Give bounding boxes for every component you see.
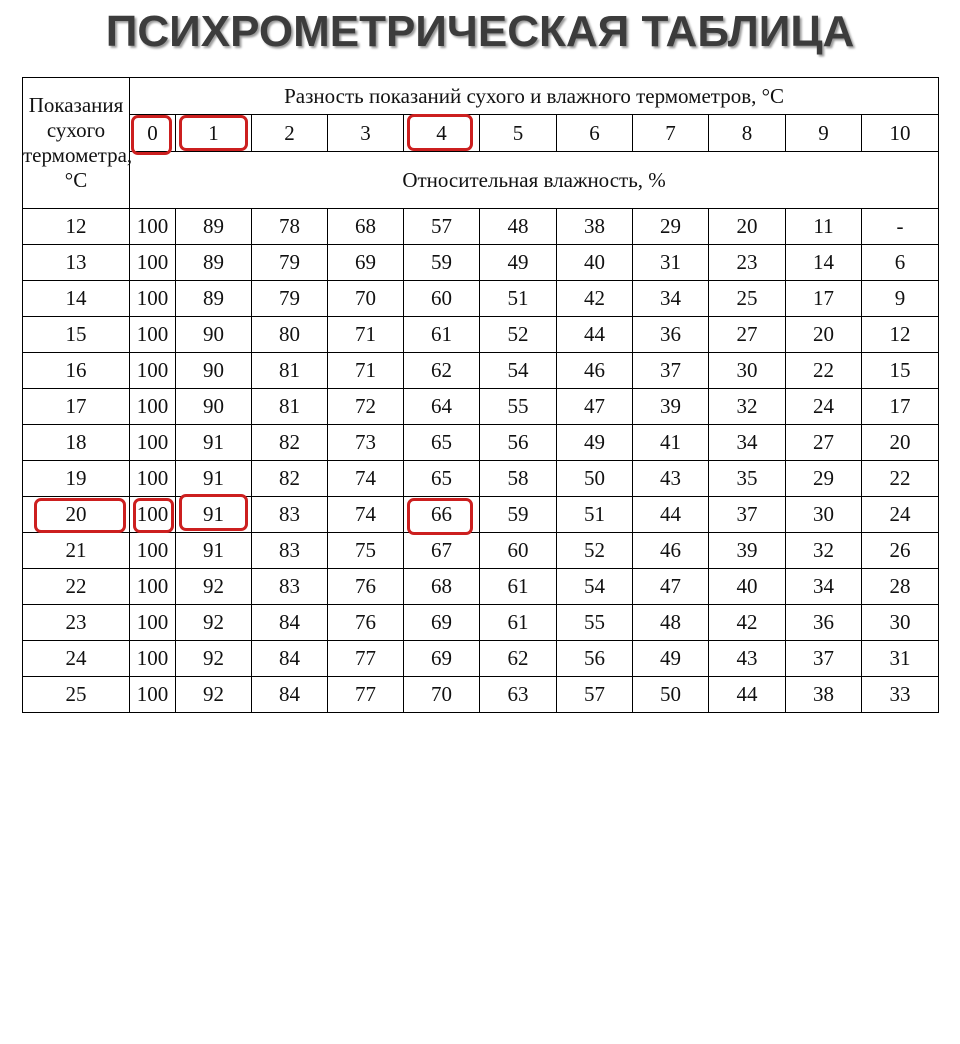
humidity-cell: 22: [786, 353, 862, 389]
humidity-cell: 100: [130, 569, 176, 605]
humidity-cell: 42: [709, 605, 786, 641]
humidity-cell: 61: [404, 317, 480, 353]
humidity-cell: 77: [328, 677, 404, 713]
difference-value-cell: 8: [709, 115, 786, 152]
humidity-cell: 65: [404, 461, 480, 497]
humidity-cell: 59: [480, 497, 557, 533]
humidity-cell: 78: [252, 209, 328, 245]
humidity-cell: 81: [252, 353, 328, 389]
humidity-cell: 57: [404, 209, 480, 245]
humidity-cell: 22: [862, 461, 939, 497]
humidity-cell: 68: [404, 569, 480, 605]
temperature-cell: 21: [23, 533, 130, 569]
humidity-cell: 49: [557, 425, 633, 461]
humidity-cell: 49: [480, 245, 557, 281]
humidity-cell: 34: [786, 569, 862, 605]
difference-value-cell: 2: [252, 115, 328, 152]
humidity-cell: 34: [709, 425, 786, 461]
humidity-cell: 46: [557, 353, 633, 389]
difference-value-cell: 1: [176, 115, 252, 152]
humidity-cell: 92: [176, 677, 252, 713]
humidity-cell: 69: [404, 605, 480, 641]
humidity-cell: 74: [328, 461, 404, 497]
table-row: [23, 209, 939, 245]
humidity-cell: 30: [709, 353, 786, 389]
table-row: [23, 317, 939, 353]
humidity-cell: 100: [130, 605, 176, 641]
temperature-cell: 12: [23, 209, 130, 245]
difference-value-cell: 6: [557, 115, 633, 152]
difference-header: Разность показаний сухого и влажного термометров, °С: [130, 78, 939, 115]
humidity-cell: 47: [633, 569, 709, 605]
psychrometric-table: [22, 77, 939, 713]
humidity-cell: 50: [633, 677, 709, 713]
temperature-cell: 15: [23, 317, 130, 353]
temperature-cell: 14: [23, 281, 130, 317]
page-title: ПСИХРОМЕТРИЧЕСКАЯ ТАБЛИЦА: [105, 7, 855, 56]
humidity-cell: 84: [252, 677, 328, 713]
humidity-cell: 60: [480, 533, 557, 569]
humidity-cell: 100: [130, 281, 176, 317]
humidity-cell: 100: [130, 641, 176, 677]
humidity-cell: 20: [709, 209, 786, 245]
humidity-cell: 65: [404, 425, 480, 461]
difference-value-cell: 9: [786, 115, 862, 152]
humidity-cell: 89: [176, 245, 252, 281]
table-row: [23, 605, 939, 641]
humidity-cell: 66: [404, 497, 480, 533]
relative-humidity-header: Относительная влажность, %: [130, 152, 939, 209]
table-row: [23, 425, 939, 461]
humidity-cell: 37: [709, 497, 786, 533]
dry-thermometer-header-line: сухого: [46, 118, 106, 142]
table-row: [23, 245, 939, 281]
humidity-cell: 17: [862, 389, 939, 425]
table-row: [23, 497, 939, 533]
humidity-cell: 61: [480, 605, 557, 641]
humidity-cell: 29: [633, 209, 709, 245]
humidity-cell: 32: [786, 533, 862, 569]
difference-value-cell: 3: [328, 115, 404, 152]
humidity-cell: 24: [862, 497, 939, 533]
humidity-cell: 80: [252, 317, 328, 353]
humidity-cell: 91: [176, 497, 252, 533]
humidity-cell: 29: [786, 461, 862, 497]
humidity-cell: 51: [557, 497, 633, 533]
humidity-cell: 100: [130, 353, 176, 389]
humidity-cell: 14: [786, 245, 862, 281]
humidity-cell: 71: [328, 353, 404, 389]
humidity-cell: 62: [480, 641, 557, 677]
humidity-cell: 75: [328, 533, 404, 569]
table-row: [23, 281, 939, 317]
humidity-cell: 91: [176, 533, 252, 569]
humidity-cell: 69: [328, 245, 404, 281]
humidity-cell: 83: [252, 497, 328, 533]
humidity-cell: 52: [480, 317, 557, 353]
humidity-cell: 30: [862, 605, 939, 641]
humidity-cell: 11: [786, 209, 862, 245]
humidity-cell: 61: [480, 569, 557, 605]
difference-values-row: [23, 115, 939, 152]
humidity-cell: 82: [252, 425, 328, 461]
humidity-cell: 55: [480, 389, 557, 425]
humidity-cell: 72: [328, 389, 404, 425]
temperature-cell: 18: [23, 425, 130, 461]
humidity-cell: 67: [404, 533, 480, 569]
humidity-cell: 100: [130, 317, 176, 353]
humidity-cell: 74: [328, 497, 404, 533]
table-row: [23, 461, 939, 497]
humidity-cell: 60: [404, 281, 480, 317]
humidity-cell: 100: [130, 533, 176, 569]
humidity-cell: 9: [862, 281, 939, 317]
humidity-cell: 76: [328, 569, 404, 605]
temperature-cell: 24: [23, 641, 130, 677]
humidity-cell: 68: [328, 209, 404, 245]
table-row: [23, 569, 939, 605]
humidity-cell: 27: [786, 425, 862, 461]
humidity-cell: 90: [176, 353, 252, 389]
humidity-cell: 79: [252, 281, 328, 317]
humidity-cell: 24: [786, 389, 862, 425]
difference-value-cell: 10: [862, 115, 939, 152]
humidity-cell: 43: [633, 461, 709, 497]
table-row: [23, 641, 939, 677]
temperature-cell: 25: [23, 677, 130, 713]
humidity-cell: 83: [252, 569, 328, 605]
humidity-cell: 84: [252, 605, 328, 641]
humidity-cell: 49: [633, 641, 709, 677]
humidity-cell: 48: [480, 209, 557, 245]
humidity-cell: 40: [557, 245, 633, 281]
humidity-cell: 27: [709, 317, 786, 353]
dry-thermometer-header-line: термометра,: [23, 143, 133, 167]
humidity-cell: 70: [328, 281, 404, 317]
humidity-cell: 23: [709, 245, 786, 281]
temperature-cell: 13: [23, 245, 130, 281]
humidity-cell: 100: [130, 461, 176, 497]
humidity-cell: 12: [862, 317, 939, 353]
humidity-cell: 90: [176, 317, 252, 353]
humidity-cell: 83: [252, 533, 328, 569]
humidity-cell: 62: [404, 353, 480, 389]
humidity-cell: 63: [480, 677, 557, 713]
temperature-cell: 16: [23, 353, 130, 389]
humidity-cell: 39: [709, 533, 786, 569]
humidity-cell: 47: [557, 389, 633, 425]
humidity-cell: 100: [130, 245, 176, 281]
temperature-cell: 23: [23, 605, 130, 641]
humidity-cell: 73: [328, 425, 404, 461]
humidity-cell: 37: [633, 353, 709, 389]
humidity-cell: 32: [709, 389, 786, 425]
humidity-cell: 33: [862, 677, 939, 713]
humidity-cell: 44: [709, 677, 786, 713]
humidity-cell: 37: [786, 641, 862, 677]
humidity-cell: 56: [480, 425, 557, 461]
humidity-cell: 77: [328, 641, 404, 677]
table-row: [23, 677, 939, 713]
humidity-cell: 52: [557, 533, 633, 569]
humidity-cell: 81: [252, 389, 328, 425]
humidity-cell: 31: [862, 641, 939, 677]
difference-value-cell: 5: [480, 115, 557, 152]
humidity-cell: 25: [709, 281, 786, 317]
humidity-cell: 38: [557, 209, 633, 245]
humidity-cell: 92: [176, 605, 252, 641]
humidity-cell: 56: [557, 641, 633, 677]
humidity-cell: 92: [176, 569, 252, 605]
humidity-cell: 59: [404, 245, 480, 281]
humidity-cell: 48: [633, 605, 709, 641]
humidity-cell: 100: [130, 497, 176, 533]
humidity-cell: 39: [633, 389, 709, 425]
humidity-cell: 70: [404, 677, 480, 713]
humidity-cell: 50: [557, 461, 633, 497]
humidity-cell: 44: [557, 317, 633, 353]
humidity-cell: 38: [786, 677, 862, 713]
humidity-cell: 43: [709, 641, 786, 677]
table-row: [23, 353, 939, 389]
humidity-cell: 57: [557, 677, 633, 713]
humidity-cell: 6: [862, 245, 939, 281]
table-row: [23, 389, 939, 425]
humidity-cell: 71: [328, 317, 404, 353]
humidity-cell: 54: [557, 569, 633, 605]
humidity-cell: 89: [176, 209, 252, 245]
humidity-cell: 82: [252, 461, 328, 497]
humidity-cell: 30: [786, 497, 862, 533]
humidity-cell: 20: [862, 425, 939, 461]
humidity-cell: 26: [862, 533, 939, 569]
humidity-cell: 100: [130, 209, 176, 245]
humidity-cell: 15: [862, 353, 939, 389]
dry-thermometer-header-line: Показания: [28, 93, 124, 117]
humidity-cell: 91: [176, 461, 252, 497]
humidity-cell: 64: [404, 389, 480, 425]
humidity-cell: 36: [633, 317, 709, 353]
humidity-cell: 41: [633, 425, 709, 461]
humidity-cell: 17: [786, 281, 862, 317]
humidity-cell: 58: [480, 461, 557, 497]
humidity-cell: -: [862, 209, 939, 245]
humidity-cell: 89: [176, 281, 252, 317]
humidity-cell: 46: [633, 533, 709, 569]
humidity-cell: 79: [252, 245, 328, 281]
dry-thermometer-header: [23, 78, 133, 209]
humidity-cell: 90: [176, 389, 252, 425]
humidity-cell: 54: [480, 353, 557, 389]
humidity-cell: 42: [557, 281, 633, 317]
humidity-cell: 36: [786, 605, 862, 641]
humidity-cell: 76: [328, 605, 404, 641]
temperature-cell: 19: [23, 461, 130, 497]
table-row: [23, 533, 939, 569]
humidity-cell: 31: [633, 245, 709, 281]
temperature-cell: 22: [23, 569, 130, 605]
humidity-cell: 100: [130, 425, 176, 461]
humidity-cell: 40: [709, 569, 786, 605]
dry-thermometer-header-line: °С: [64, 168, 88, 192]
humidity-cell: 100: [130, 677, 176, 713]
humidity-cell: 35: [709, 461, 786, 497]
humidity-cell: 34: [633, 281, 709, 317]
temperature-cell: 17: [23, 389, 130, 425]
humidity-cell: 92: [176, 641, 252, 677]
humidity-cell: 91: [176, 425, 252, 461]
humidity-cell: 84: [252, 641, 328, 677]
difference-value-cell: 0: [130, 115, 176, 152]
humidity-cell: 51: [480, 281, 557, 317]
humidity-cell: 55: [557, 605, 633, 641]
temperature-cell: 20: [23, 497, 130, 533]
humidity-cell: 69: [404, 641, 480, 677]
humidity-cell: 28: [862, 569, 939, 605]
humidity-cell: 44: [633, 497, 709, 533]
difference-value-cell: 4: [404, 115, 480, 152]
difference-value-cell: 7: [633, 115, 709, 152]
humidity-cell: 20: [786, 317, 862, 353]
humidity-cell: 100: [130, 389, 176, 425]
